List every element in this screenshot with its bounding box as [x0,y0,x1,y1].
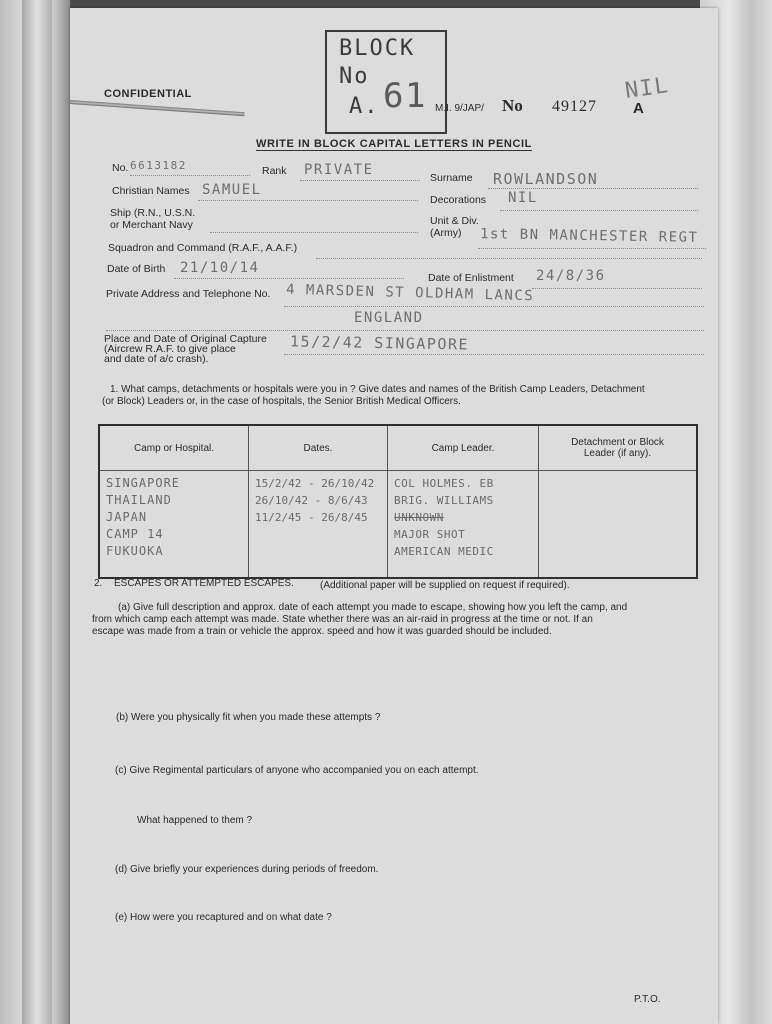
enlistment-label: Date of Enlistment [428,272,514,284]
capture-label-line2: (Aircrew R.A.F. to give place [104,343,236,355]
camp-leader-header: Camp Leader. [388,425,539,471]
date-entry: 11/2/45 - 26/8/45 [255,511,368,524]
question-2a-line3: escape was made from a train or vehicle the approx. speed and how it was guarded should be included. [92,626,552,637]
no-value: 6613182 [130,159,187,172]
capture-value: 15/2/42 SINGAPORE [289,332,470,354]
ref-code: M.I. 9/JAP/ [435,103,484,114]
decorations-value: NIL [508,190,538,206]
leader-entry: BRIG. WILLIAMS [394,494,494,507]
unit-label-line2: (Army) [430,227,462,239]
question-2c: (c) Give Regimental particulars of anyone who accompanied you on each attempt. [115,765,479,776]
question-2c-sub: What happened to them ? [137,815,253,826]
detachment-leader-header: Detachment or Block Leader (if any). [539,425,698,471]
camps-cell [99,471,249,579]
confidential-mark: CONFIDENTIAL [104,88,192,100]
question-2b: (b) Were you physically fit when you made these attempts ? [116,712,381,723]
block-stamp [325,30,447,134]
date-entry: 26/10/42 - 8/6/43 [255,494,368,507]
rank-value: PRIVATE [304,162,374,178]
camp-entry: THAILAND [106,493,172,507]
leader-entry: MAJOR SHOT [394,528,466,541]
ref-suffix: A [633,100,644,117]
address-value-line1: 4 MARSDEN ST OLDHAM LANCS [285,281,535,305]
camp-entry: SINGAPORE [106,476,181,490]
ref-number: 49127 [552,98,597,115]
camp-entry: CAMP 14 [106,527,164,541]
question-2-title: ESCAPES OR ATTEMPTED ESCAPES. [114,578,294,589]
camp-entry: JAPAN [106,510,148,524]
date-entry: 15/2/42 - 26/10/42 [255,477,375,490]
stamp-block-text: BLOCK [339,36,416,61]
leader-entry: AMERICAN MEDIC [394,545,494,558]
rank-label: Rank [262,165,287,177]
ref-no-label: No [502,96,523,115]
leader-entry: COL HOLMES. EB [394,477,494,490]
question-2a-line2: from which camp each attempt was made. State whether there was an air-raid in progress at the time or not. If an [92,614,593,625]
leader-entry: UNKNOWN [394,511,444,524]
date-of-birth-value: 21/10/14 [180,260,260,276]
question-2-number: 2. [94,578,103,589]
stamp-no-text: No [339,64,370,89]
address-value-line2: ENGLAND [354,310,424,326]
binder-spine [22,0,52,1024]
ship-label-line2: or Merchant Navy [110,219,193,231]
stamp-number-handwritten: 61 [383,76,427,116]
nil-handwritten: NIL [623,73,671,104]
surname-label: Surname [430,172,473,184]
binding-string [70,100,245,116]
date-of-birth-label: Date of Birth [107,263,166,275]
address-label: Private Address and Telephone No. [106,288,271,300]
question-2e: (e) How were you recaptured and on what date ? [115,912,332,923]
question-2-note: (Additional paper will be supplied on request if required). [320,580,570,591]
pto-label: P.T.O. [634,994,661,1005]
instruction-heading: WRITE IN BLOCK CAPITAL LETTERS IN PENCIL [256,138,532,150]
stamp-a-text: A. [349,94,380,119]
question-2d: (d) Give briefly your experiences during periods of freedom. [115,864,379,875]
decorations-label: Decorations [430,194,487,206]
capture-label-line3: and date of a/c crash). [104,353,209,365]
capture-label-line1: Place and Date of Original Capture [104,333,267,345]
christian-names-label: Christian Names [112,185,190,197]
question-1-line2: (or Block) Leaders or, in the case of hospitals, the Senior British Medical Officers. [102,396,461,407]
camps-table [98,424,698,579]
enlistment-value: 24/8/36 [536,268,606,284]
camp-entry: FUKUOKA [106,544,164,558]
christian-names-value: SAMUEL [202,182,262,198]
question-2a-line1: (a) Give full description and approx. date of each attempt you made to escape, showing how you left the camp, and [118,602,628,613]
surname-value: ROWLANDSON [493,170,599,188]
detachment-cell [539,471,698,579]
ship-label-line1: Ship (R.N., U.S.N. [110,207,196,219]
question-1-line1: 1. What camps, detachments or hospitals were you in ? Give dates and names of the British Camp Leaders, Detachment [110,384,645,395]
dates-header: Dates. [249,425,388,471]
camp-header: Camp or Hospital. [99,425,249,471]
dates-cell [249,471,388,579]
unit-label-line1: Unit & Div. [430,215,479,227]
squadron-label: Squadron and Command (R.A.F., A.A.F.) [108,242,298,254]
no-label: No. [112,162,129,174]
leaders-cell [388,471,539,579]
unit-value: 1st BN MANCHESTER REGT [479,226,699,246]
